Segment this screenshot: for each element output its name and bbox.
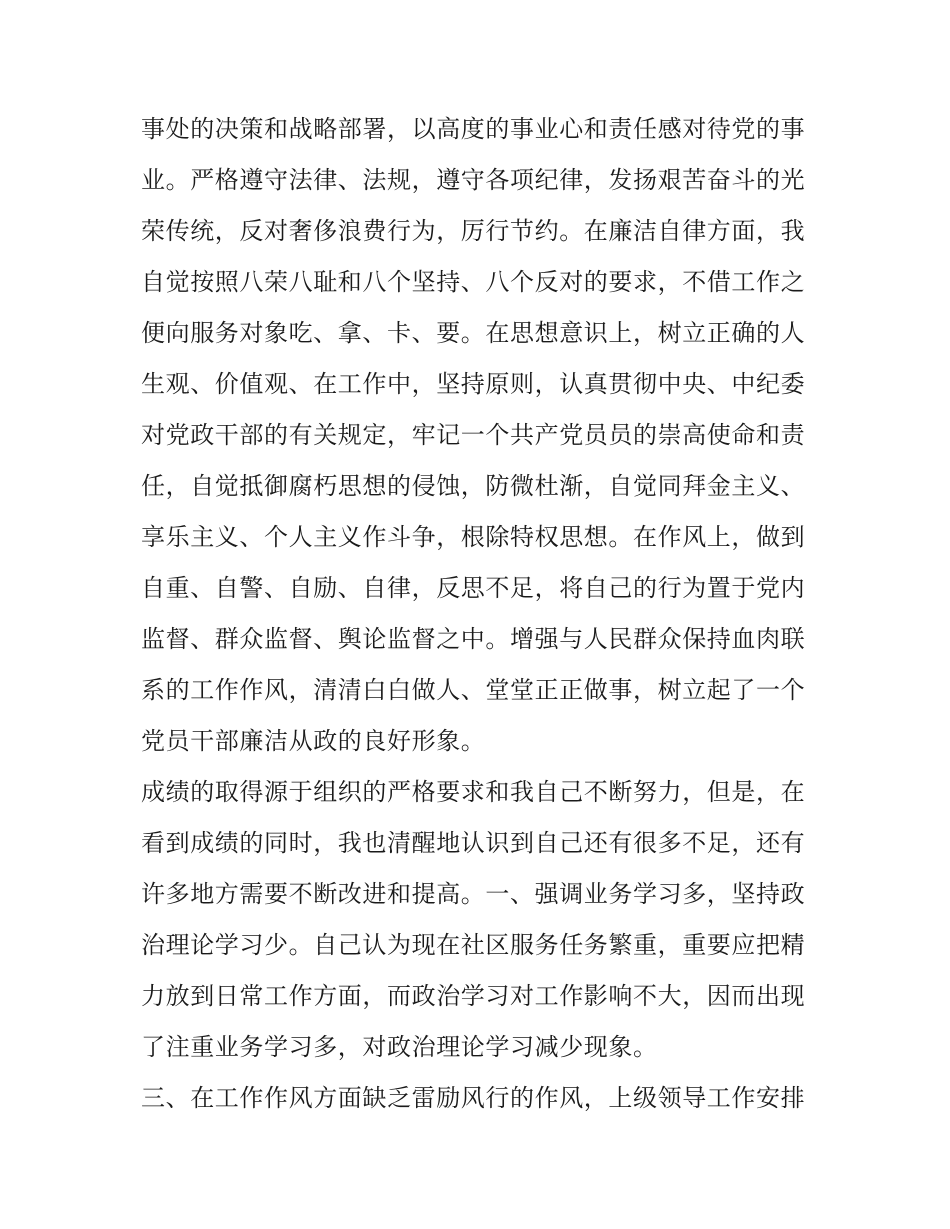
text-line: 任，自觉抵御腐朽思想的侵蚀，防微杜渐，自觉同拜金主义、 <box>141 472 806 500</box>
text-line: 事处的决策和战略部署，以高度的事业心和责任感对待党的事 <box>141 115 806 143</box>
text-line: 党员干部廉洁从政的良好形象。 <box>141 727 486 755</box>
text-line: 了注重业务学习多，对政治理论学习减少现象。 <box>141 1033 658 1061</box>
text-line: 许多地方需要不断改进和提高。一、强调业务学习多，坚持政 <box>141 880 806 908</box>
text-line: 享乐主义、个人主义作斗争，根除特权思想。在作风上，做到 <box>141 523 806 551</box>
text-line: 监督、群众监督、舆论监督之中。增强与人民群众保持血肉联 <box>141 625 806 653</box>
text-line: 便向服务对象吃、拿、卡、要。在思想意识上，树立正确的人 <box>141 319 806 347</box>
text-line: 治理论学习少。自己认为现在社区服务任务繁重，重要应把精 <box>141 931 806 959</box>
text-line: 荣传统，反对奢侈浪费行为，厉行节约。在廉洁自律方面，我 <box>141 217 806 245</box>
text-line: 对党政干部的有关规定，牢记一个共产党员员的崇高使命和责 <box>141 421 806 449</box>
document-body <box>141 104 813 1124</box>
text-line: 三、在工作作风方面缺乏雷励风行的作风，上级领导工作安排 <box>141 1084 806 1112</box>
text-line: 生观、价值观、在工作中，坚持原则，认真贯彻中央、中纪委 <box>141 370 806 398</box>
text-line: 系的工作作风，清清白白做人、堂堂正正做事，树立起了一个 <box>141 676 806 704</box>
text-line: 看到成绩的同时，我也清醒地认识到自己还有很多不足，还有 <box>141 829 806 857</box>
text-line: 成绩的取得源于组织的严格要求和我自己不断努力，但是，在 <box>141 778 806 806</box>
text-line: 自重、自警、自励、自律，反思不足，将自己的行为置于党内 <box>141 574 806 602</box>
text-line: 力放到日常工作方面，而政治学习对工作影响不大，因而出现 <box>141 982 806 1010</box>
text-line: 业。严格遵守法律、法规，遵守各项纪律，发扬艰苦奋斗的光 <box>141 166 806 194</box>
text-line: 自觉按照八荣八耻和八个坚持、八个反对的要求，不借工作之 <box>141 268 806 296</box>
